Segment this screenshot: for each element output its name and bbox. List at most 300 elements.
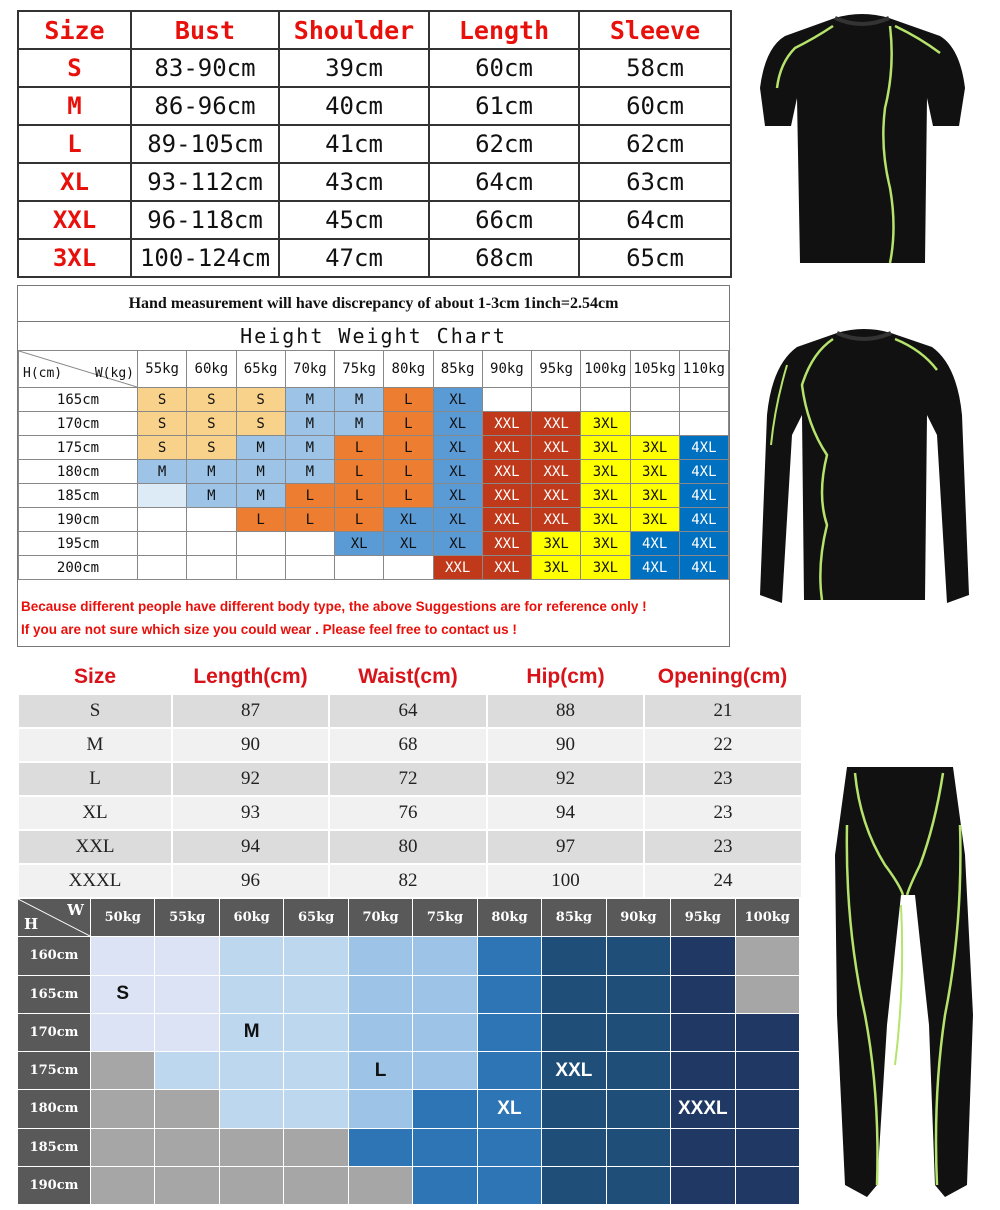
pants-grid-height-label: 175cm [18,1052,91,1090]
pants-grid-cell [606,1128,670,1166]
hw-size-cell: L [384,436,433,460]
pants-grid-row [18,1013,800,1051]
hw-corner-weight-label: W(kg) [94,366,134,381]
height-weight-table [18,350,729,580]
hw-weight-header: 110kg [679,351,728,388]
shirt-size-label: 3XL [18,239,131,277]
pants-grid-cell [348,937,412,975]
pants-grid-cell [219,1013,283,1051]
hw-size-cell: 4XL [630,556,679,580]
hw-size-cell [236,532,285,556]
hw-weight-header: 80kg [384,351,433,388]
hw-size-cell [138,532,187,556]
contact-disclaimer: If you are not sure which size you could wear . Please feel free to contact us ! [21,622,517,637]
shirt-size-cell: 64cm [579,201,731,239]
hw-size-cell: 4XL [679,484,728,508]
pants-grid-weight-header: 70kg [348,899,412,937]
pants-grid-cell [284,975,348,1013]
hw-size-cell: S [138,412,187,436]
pants-grid-row [18,1090,800,1128]
pants-grid-weight-header: 85kg [542,899,606,937]
pants-grid-cell [671,1052,735,1090]
shirt-size-cell: 45cm [279,201,429,239]
pants-grid-cell [91,975,155,1013]
shirt-size-row [18,87,731,125]
height-weight-chart [17,285,730,647]
hw-size-cell: 4XL [630,532,679,556]
pants-grid-cell [477,1090,541,1128]
pants-grid-cell [348,975,412,1013]
hw-size-cell: XL [384,508,433,532]
shirt-size-cell: 39cm [279,49,429,87]
pants-grid-cell [155,975,219,1013]
pants-grid-height-label: 190cm [18,1166,91,1204]
pants-grid-cell [284,1166,348,1204]
hw-size-cell: XXL [532,460,581,484]
shirt-size-cell: 65cm [579,239,731,277]
pants-size-cell: 24 [644,864,801,897]
shirt-header-sleeve: Sleeve [579,11,731,49]
hw-size-cell: S [138,388,187,412]
hw-weight-header: 55kg [138,351,187,388]
pants-grid-cell [735,1090,799,1128]
hw-size-cell: 4XL [679,532,728,556]
pants-grid-size-label: XXXL [677,1097,728,1119]
hw-weight-header: 70kg [285,351,334,388]
pants-size-label: S [18,694,172,728]
shirt-size-header-row [18,11,731,49]
pants-grid-cell [284,1128,348,1166]
shirt-size-cell: 93-112cm [131,163,279,201]
pants-grid-cell [413,975,477,1013]
hw-size-cell: M [285,412,334,436]
hw-size-cell: L [285,508,334,532]
pants-size-row [18,796,801,830]
hw-size-cell: 3XL [630,436,679,460]
pants-size-cell: 93 [172,796,329,830]
shirt-size-cell: 86-96cm [131,87,279,125]
hw-size-cell: 3XL [581,460,630,484]
pants-grid-cell [671,975,735,1013]
hw-size-cell: L [335,508,384,532]
hw-size-cell: S [187,412,236,436]
hw-size-cell [187,556,236,580]
hw-size-cell: M [285,460,334,484]
pants-grid-size-label: M [243,1021,260,1043]
shirt-size-row [18,163,731,201]
pants-grid-cell [91,1166,155,1204]
pants-grid-cell [671,1166,735,1204]
short-sleeve-shirt-image [755,8,970,273]
pants-grid-height-label: 165cm [18,975,91,1013]
pants-grid-cell [219,1166,283,1204]
pants-grid-cell [477,1166,541,1204]
hw-size-cell [285,556,334,580]
pants-grid-cell [606,975,670,1013]
shirt-size-cell: 61cm [429,87,579,125]
hw-weight-header: 60kg [187,351,236,388]
pants-size-cell: 92 [487,762,644,796]
pants-size-cell: 87 [172,694,329,728]
hw-weight-header: 100kg [581,351,630,388]
shirt-size-cell: 60cm [579,87,731,125]
pants-grid-height-label: 160cm [18,937,91,975]
pants-grid-cell [91,1090,155,1128]
pants-grid-cell [155,1128,219,1166]
pants-grid-cell [348,1166,412,1204]
hw-size-cell: XL [433,460,482,484]
pants-size-cell: 100 [487,864,644,897]
pants-header-hip: Hip(cm) [487,660,644,694]
pants-grid-row [18,1128,800,1166]
pants-grid-cell [413,937,477,975]
hw-size-cell: XL [384,532,433,556]
shirt-size-cell: 63cm [579,163,731,201]
pants-size-cell: 21 [644,694,801,728]
hw-size-cell [285,532,334,556]
hw-weight-header: 95kg [532,351,581,388]
shirt-size-cell: 100-124cm [131,239,279,277]
hw-row [19,388,729,412]
shirt-header-length: Length [429,11,579,49]
pants-size-table [17,660,801,897]
hw-size-cell: 3XL [581,436,630,460]
hw-size-cell: XXL [482,412,531,436]
hw-size-cell: M [236,436,285,460]
hw-size-cell: 3XL [630,508,679,532]
pants-size-cell: 90 [487,728,644,762]
pants-grid-cell [155,937,219,975]
pants-size-cell: 64 [329,694,487,728]
hw-size-cell: XL [433,436,482,460]
hw-size-cell: XXL [433,556,482,580]
hw-size-cell: L [335,484,384,508]
hw-size-cell: XXL [482,532,531,556]
pants-grid-cell [606,1166,670,1204]
hw-height-label: 190cm [19,508,138,532]
shirt-header-bust: Bust [131,11,279,49]
shirt-size-cell: 41cm [279,125,429,163]
long-sleeve-shirt-image [757,325,972,610]
pants-grid-cell [671,937,735,975]
pants-size-cell: 72 [329,762,487,796]
pants-header-row [18,660,801,694]
pants-grid-size-label: L [374,1059,387,1081]
shirt-size-cell: 64cm [429,163,579,201]
shirt-header-shoulder: Shoulder [279,11,429,49]
pants-size-cell: 23 [644,830,801,864]
hw-weight-header: 105kg [630,351,679,388]
hw-height-label: 180cm [19,460,138,484]
pants-grid-cell [542,1013,606,1051]
pants-grid-weight-header: 50kg [91,899,155,937]
pants-grid-weight-header: 55kg [155,899,219,937]
pants-size-cell: 82 [329,864,487,897]
pants-grid-row [18,975,800,1013]
pants-size-label: M [18,728,172,762]
hw-weight-header: 90kg [482,351,531,388]
pants-grid-cell [91,1128,155,1166]
hw-size-cell: 4XL [679,436,728,460]
hw-size-cell [679,388,728,412]
hw-height-label: 195cm [19,532,138,556]
hw-size-cell: 3XL [581,508,630,532]
pants-size-row [18,694,801,728]
hw-corner-height-label: H(cm) [23,366,63,381]
pants-size-cell: 90 [172,728,329,762]
hw-size-cell: S [236,388,285,412]
hw-height-label: 200cm [19,556,138,580]
pants-grid-cell [284,937,348,975]
shirt-size-cell: 40cm [279,87,429,125]
pants-grid-weight-header: 90kg [606,899,670,937]
pants-size-row [18,864,801,897]
hw-row [19,412,729,436]
hw-size-cell: M [236,460,285,484]
pants-grid-cell [219,937,283,975]
pants-grid-cell [542,937,606,975]
pants-height-weight-grid [17,898,800,1205]
pants-size-cell: 22 [644,728,801,762]
hw-row [19,460,729,484]
hw-size-cell: XXL [482,556,531,580]
pants-grid-cell [671,1128,735,1166]
hw-size-cell: L [384,412,433,436]
pants-grid-weight-header: 75kg [413,899,477,937]
shirt-size-cell: 62cm [429,125,579,163]
hw-row [19,436,729,460]
hw-height-label: 165cm [19,388,138,412]
pants-corner-w: W [67,901,84,919]
hw-size-cell: L [384,388,433,412]
hw-size-cell: XXL [482,460,531,484]
pants-size-cell: 94 [172,830,329,864]
hw-size-cell: XXL [532,484,581,508]
pants-grid-row [18,1166,800,1204]
hw-size-cell: 4XL [679,556,728,580]
hw-size-cell: 3XL [630,484,679,508]
pants-grid-cell [219,1128,283,1166]
shirt-size-label: XXL [18,201,131,239]
hw-size-cell: XL [335,532,384,556]
hw-size-cell [630,412,679,436]
hw-size-cell: S [187,436,236,460]
pants-size-label: L [18,762,172,796]
hw-corner-cell [19,351,138,388]
shirt-size-cell: 66cm [429,201,579,239]
pants-grid-weight-header: 65kg [284,899,348,937]
hw-size-cell: XL [433,532,482,556]
shirt-size-row [18,201,731,239]
hw-size-cell: L [285,484,334,508]
hw-size-cell [138,508,187,532]
hw-size-cell: 4XL [679,460,728,484]
shirt-header-size: Size [18,11,131,49]
pants-grid-cell [413,1166,477,1204]
hw-size-cell [630,388,679,412]
pants-grid-cell [155,1090,219,1128]
pants-grid-cell [477,1013,541,1051]
pants-grid-cell [219,1090,283,1128]
pants-grid-cell [606,1052,670,1090]
pants-grid-size-label: S [116,983,130,1005]
hw-size-cell: XXL [482,484,531,508]
hw-size-cell: XL [433,508,482,532]
height-weight-header-row [19,351,729,388]
hw-size-cell: XXL [532,412,581,436]
pants-grid-cell [542,1090,606,1128]
hw-size-cell [138,484,187,508]
pants-grid-cell [477,975,541,1013]
shirt-size-label: S [18,49,131,87]
pants-grid-cell [348,1090,412,1128]
pants-grid-cell [155,1166,219,1204]
pants-grid-cell [91,937,155,975]
hw-size-cell [335,556,384,580]
pants-grid-cell [606,1090,670,1128]
pants-grid-cell [542,1128,606,1166]
pants-grid-cell [542,975,606,1013]
pants-grid-cell [606,937,670,975]
hw-size-cell: M [285,388,334,412]
hw-size-cell: 3XL [581,556,630,580]
hw-size-cell [187,532,236,556]
pants-grid-size-label: XXL [555,1059,593,1081]
pants-grid-header-row [18,899,800,937]
pants-size-cell: 88 [487,694,644,728]
shirt-size-cell: 68cm [429,239,579,277]
pants-grid-cell [413,1128,477,1166]
compression-pants-image [825,765,985,1200]
shirt-size-label: XL [18,163,131,201]
hw-size-cell: XL [433,412,482,436]
shirt-size-cell: 58cm [579,49,731,87]
hw-size-cell: 4XL [679,508,728,532]
pants-grid-cell [606,1013,670,1051]
pants-grid-cell [348,1052,412,1090]
hw-size-cell: L [335,436,384,460]
pants-size-row [18,762,801,796]
pants-grid-cell [284,1013,348,1051]
pants-grid-cell [284,1090,348,1128]
hw-size-cell: 3XL [581,532,630,556]
shirt-size-cell: 83-90cm [131,49,279,87]
pants-grid-corner [18,899,91,937]
pants-size-cell: 97 [487,830,644,864]
pants-grid-cell [477,1128,541,1166]
hw-size-cell: S [187,388,236,412]
hw-size-cell: 3XL [532,532,581,556]
hw-size-cell: S [138,436,187,460]
pants-size-label: XL [18,796,172,830]
pants-grid-cell [413,1052,477,1090]
pants-grid-cell [155,1052,219,1090]
pants-size-label: XXXL [18,864,172,897]
hw-row [19,508,729,532]
pants-grid-cell [219,975,283,1013]
hw-size-cell [138,556,187,580]
shirt-size-cell: 96-118cm [131,201,279,239]
hw-row [19,556,729,580]
hw-size-cell: XXL [532,436,581,460]
pants-grid-cell [735,1128,799,1166]
hw-size-cell: 3XL [532,556,581,580]
pants-grid-weight-header: 80kg [477,899,541,937]
pants-grid-cell [413,1090,477,1128]
pants-grid-cell [542,1166,606,1204]
hw-weight-header: 85kg [433,351,482,388]
shirt-size-row [18,125,731,163]
pants-grid-size-label: XL [497,1097,522,1119]
pants-grid-cell [91,1013,155,1051]
pants-size-row [18,728,801,762]
pants-grid-cell [735,1166,799,1204]
hw-size-cell: 3XL [581,484,630,508]
hw-size-cell: 3XL [581,412,630,436]
pants-grid-cell [348,1013,412,1051]
pants-size-cell: 80 [329,830,487,864]
pants-grid-row [18,937,800,975]
shirt-size-table [17,10,732,278]
hw-size-cell: XXL [482,436,531,460]
hw-size-cell [482,388,531,412]
pants-grid-height-label: 180cm [18,1090,91,1128]
hw-height-label: 185cm [19,484,138,508]
pants-grid-cell [735,1052,799,1090]
hw-size-cell [187,508,236,532]
hw-size-cell: L [335,460,384,484]
hw-size-cell: M [187,460,236,484]
pants-grid-cell [477,937,541,975]
pants-size-cell: 96 [172,864,329,897]
pants-grid-height-label: 170cm [18,1013,91,1051]
reference-disclaimer: Because different people have different body type, the above Suggestions are for reference only ! [21,599,647,614]
pants-grid-row [18,1052,800,1090]
hw-size-cell: XL [433,388,482,412]
hw-size-cell: M [285,436,334,460]
hw-size-cell: L [384,484,433,508]
shirt-size-label: L [18,125,131,163]
hw-size-cell: M [187,484,236,508]
hw-row [19,484,729,508]
pants-header-opening: Opening(cm) [644,660,801,694]
shirt-size-row [18,239,731,277]
shirt-size-cell: 89-105cm [131,125,279,163]
hw-size-cell: M [138,460,187,484]
hw-size-cell: M [335,388,384,412]
pants-header-length: Length(cm) [172,660,329,694]
hw-size-cell: S [236,412,285,436]
pants-grid-weight-header: 95kg [671,899,735,937]
pants-grid-cell [735,937,799,975]
pants-grid-cell [348,1128,412,1166]
height-weight-title: Height Weight Chart [240,324,507,348]
hw-height-label: 175cm [19,436,138,460]
hw-size-cell [581,388,630,412]
hw-size-cell: L [384,460,433,484]
hw-size-cell: L [236,508,285,532]
hw-size-cell: M [335,412,384,436]
hw-size-cell: XXL [532,508,581,532]
measurement-note: Hand measurement will have discrepancy of about 1-3cm 1inch=2.54cm [18,286,729,322]
pants-size-cell: 68 [329,728,487,762]
shirt-size-cell: 47cm [279,239,429,277]
pants-size-cell: 94 [487,796,644,830]
pants-size-cell: 23 [644,762,801,796]
hw-size-cell: 3XL [630,460,679,484]
hw-weight-header: 65kg [236,351,285,388]
pants-size-label: XXL [18,830,172,864]
